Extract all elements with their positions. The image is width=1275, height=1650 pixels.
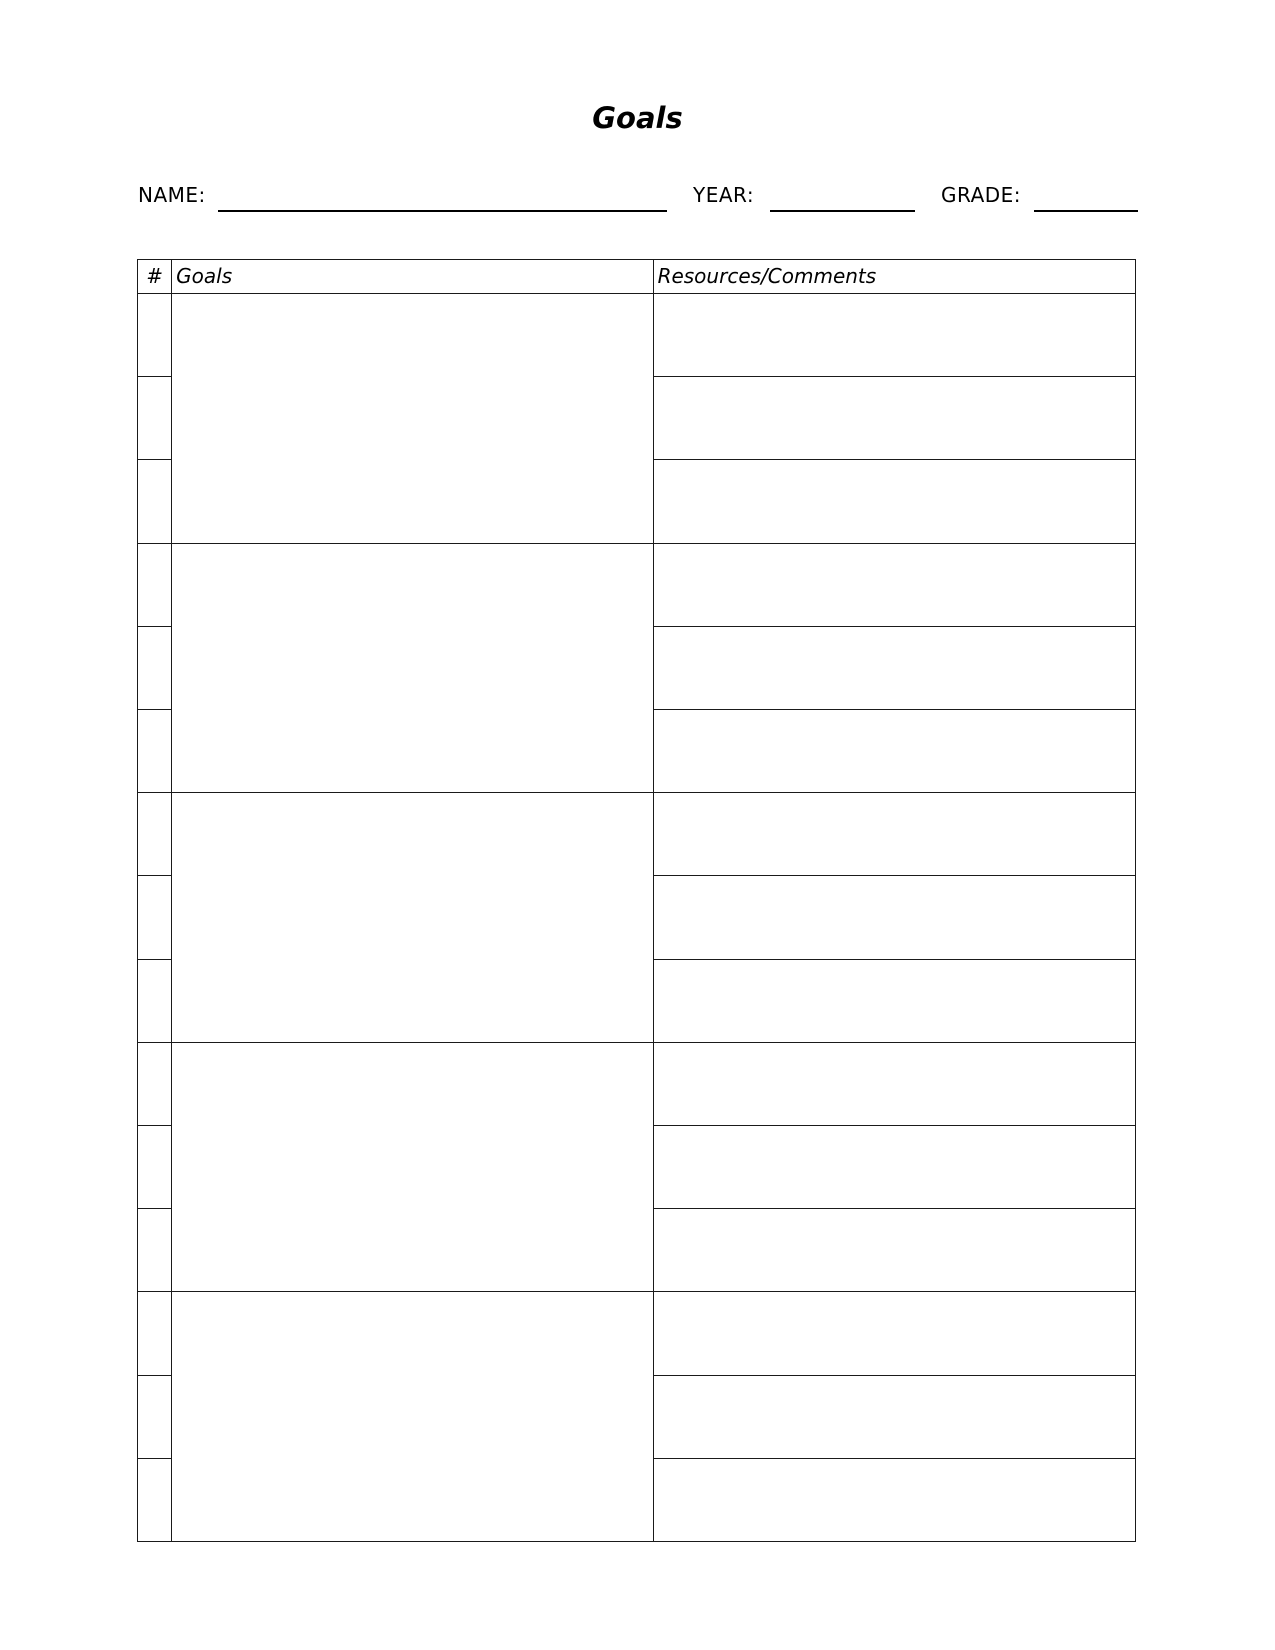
grade-field-line[interactable] [1034, 210, 1138, 212]
resources-comments-cell[interactable] [653, 460, 1135, 543]
header-goals: Goals [172, 260, 653, 294]
number-cell[interactable] [138, 543, 172, 626]
goal-cell[interactable] [172, 1042, 653, 1292]
table-header-row [138, 260, 1136, 294]
number-cell[interactable] [138, 876, 172, 959]
number-cell[interactable] [138, 959, 172, 1042]
header-resources-comments: Resources/Comments [653, 260, 1135, 294]
table-row [138, 543, 1136, 626]
name-field-line[interactable] [218, 210, 667, 212]
number-cell[interactable] [138, 377, 172, 460]
table-row [138, 1292, 1136, 1375]
resources-comments-cell[interactable] [653, 1375, 1135, 1458]
resources-comments-cell[interactable] [653, 959, 1135, 1042]
number-cell[interactable] [138, 460, 172, 543]
number-cell[interactable] [138, 710, 172, 793]
resources-comments-cell[interactable] [653, 294, 1135, 377]
resources-comments-cell[interactable] [653, 710, 1135, 793]
table-row [138, 793, 1136, 876]
number-cell[interactable] [138, 1458, 172, 1541]
goal-cell[interactable] [172, 543, 653, 793]
number-cell[interactable] [138, 1209, 172, 1292]
resources-comments-cell[interactable] [653, 1458, 1135, 1541]
name-label: NAME: [138, 183, 206, 207]
page-title: Goals [592, 101, 683, 135]
resources-comments-cell[interactable] [653, 626, 1135, 709]
resources-comments-cell[interactable] [653, 543, 1135, 626]
goal-cell[interactable] [172, 294, 653, 544]
number-cell[interactable] [138, 1375, 172, 1458]
resources-comments-cell[interactable] [653, 1209, 1135, 1292]
year-field-line[interactable] [770, 210, 915, 212]
number-cell[interactable] [138, 793, 172, 876]
goal-cell[interactable] [172, 793, 653, 1043]
number-cell[interactable] [138, 1125, 172, 1208]
header-number: # [138, 260, 172, 294]
table-row [138, 1042, 1136, 1125]
table-row [138, 294, 1136, 377]
number-cell[interactable] [138, 1042, 172, 1125]
resources-comments-cell[interactable] [653, 793, 1135, 876]
resources-comments-cell[interactable] [653, 1125, 1135, 1208]
number-cell[interactable] [138, 626, 172, 709]
resources-comments-cell[interactable] [653, 1292, 1135, 1375]
number-cell[interactable] [138, 294, 172, 377]
resources-comments-cell[interactable] [653, 1042, 1135, 1125]
number-cell[interactable] [138, 1292, 172, 1375]
year-label: YEAR: [693, 183, 755, 207]
goals-table [137, 259, 1136, 1542]
resources-comments-cell[interactable] [653, 377, 1135, 460]
grade-label: GRADE: [941, 183, 1022, 207]
goal-cell[interactable] [172, 1292, 653, 1542]
resources-comments-cell[interactable] [653, 876, 1135, 959]
